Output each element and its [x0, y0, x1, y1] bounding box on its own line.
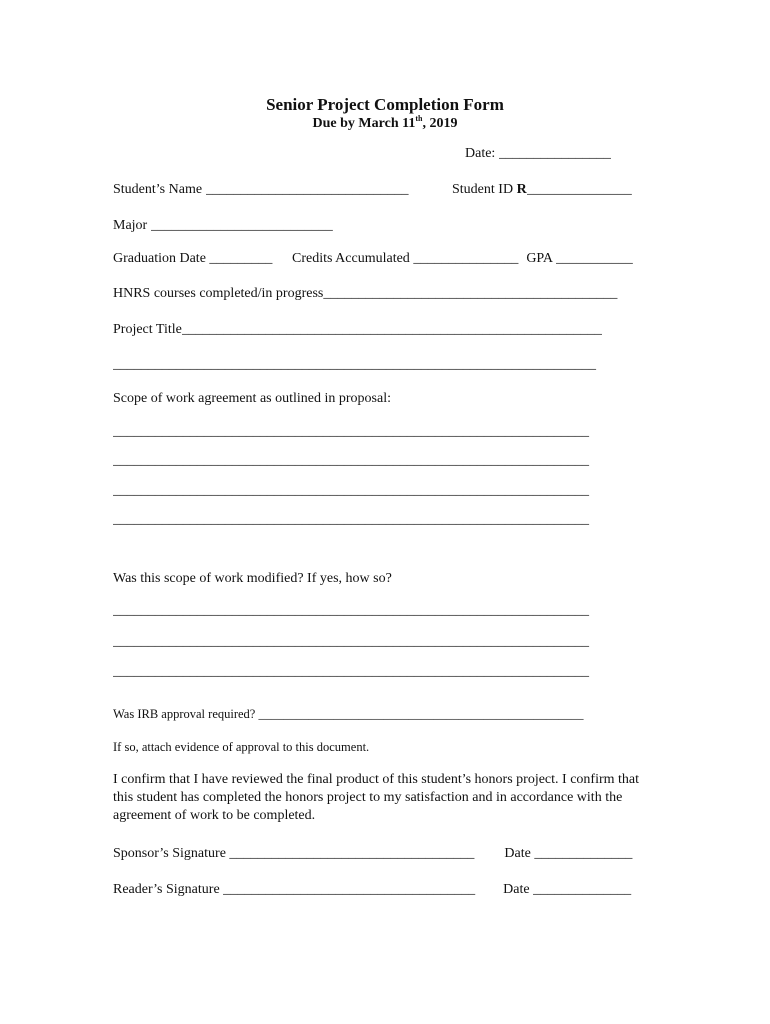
attach-note: If so, attach evidence of approval to this document.: [113, 740, 370, 754]
graduation-date-field[interactable]: _________: [209, 251, 273, 266]
student-name-row: [113, 182, 430, 198]
major-label: Major: [113, 218, 151, 233]
date-row: [465, 146, 620, 162]
project-title-label: Project Title: [113, 322, 182, 337]
date-field[interactable]: ________________: [498, 146, 611, 161]
credits-field[interactable]: _______________: [413, 251, 519, 266]
gpa-label: GPA: [526, 251, 556, 266]
scope-label: Scope of work agreement as outlined in proposal:: [113, 391, 391, 406]
irb-row: [113, 706, 626, 722]
reader-signature-row: [113, 882, 639, 898]
sponsor-signature-row: [113, 846, 640, 862]
reader-date-label: Date: [503, 882, 534, 897]
reader-signature-label: Reader’s Signature: [113, 882, 224, 897]
sponsor-date-label: Date: [504, 846, 535, 861]
due-superscript: th: [415, 114, 423, 123]
irb-field[interactable]: ____________________________________________________: [258, 707, 584, 721]
project-title-field-line-2[interactable]: _____________________________________________________________________: [113, 357, 596, 372]
student-id-field[interactable]: _______________: [526, 182, 632, 197]
due-text: Due by March 11: [312, 116, 416, 131]
irb-label: Was IRB approval required?: [113, 707, 259, 721]
student-id-row: [452, 182, 648, 198]
hnrs-label: HNRS courses completed/in progress: [113, 286, 324, 301]
modified-label: Was this scope of work modified? If yes, how so?: [113, 571, 392, 586]
sponsor-signature-label: Sponsor’s Signature: [113, 846, 230, 861]
student-name-field[interactable]: _____________________________: [205, 182, 409, 197]
project-title-row: [113, 322, 649, 338]
hnrs-row: [113, 286, 633, 302]
form-title: Senior Project Completion Form: [266, 95, 504, 114]
major-row: [113, 218, 349, 234]
student-id-label: Student ID: [452, 182, 517, 197]
confirmation-paragraph: I confirm that I have reviewed the final product of this student’s honors project. I confirm that this student has completed the honors project to my satisfaction and in accordance with the agreement of work to be completed.: [113, 772, 640, 823]
credits-label: Credits Accumulated: [292, 251, 414, 266]
modified-line[interactable]: ____________________________________________________________________: [113, 634, 589, 649]
reader-signature-field[interactable]: ____________________________________: [223, 882, 476, 897]
due-year: , 2019: [422, 116, 458, 131]
date-label: Date:: [465, 146, 499, 161]
modified-line[interactable]: ____________________________________________________________________: [113, 664, 589, 679]
scope-line[interactable]: ____________________________________________________________________: [113, 424, 589, 439]
gpa-field[interactable]: ___________: [555, 251, 633, 266]
reader-date-field[interactable]: ______________: [533, 882, 632, 897]
student-name-label: Student’s Name: [113, 182, 206, 197]
graduation-row: [113, 251, 279, 267]
scope-line[interactable]: ____________________________________________________________________: [113, 453, 589, 468]
modified-line[interactable]: ____________________________________________________________________: [113, 603, 589, 618]
scope-line[interactable]: ____________________________________________________________________: [113, 512, 589, 527]
student-id-prefix: R: [516, 182, 527, 197]
project-title-field[interactable]: ____________________________________________________________: [181, 322, 602, 337]
sponsor-signature-field[interactable]: ___________________________________: [229, 846, 475, 861]
scope-line[interactable]: ____________________________________________________________________: [113, 483, 589, 498]
major-field[interactable]: __________________________: [150, 218, 333, 233]
credits-row: [292, 251, 641, 267]
graduation-date-label: Graduation Date: [113, 251, 210, 266]
sponsor-date-field[interactable]: ______________: [534, 846, 633, 861]
form-due-date: [0, 116, 770, 132]
hnrs-field[interactable]: __________________________________________: [323, 286, 618, 301]
